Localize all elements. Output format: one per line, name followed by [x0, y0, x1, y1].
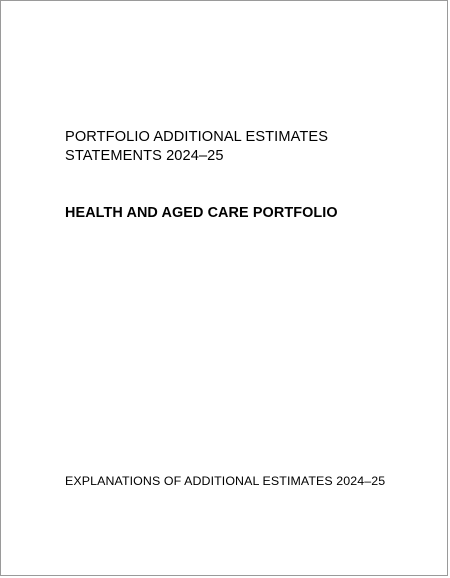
- portfolio-title: HEALTH AND AGED CARE PORTFOLIO: [65, 205, 338, 221]
- series-title-line-1: PORTFOLIO ADDITIONAL ESTIMATES: [65, 129, 329, 145]
- series-title-line-2: STATEMENTS 2024–25: [65, 148, 224, 164]
- section-title: EXPLANATIONS OF ADDITIONAL ESTIMATES 2024–25: [65, 474, 386, 488]
- series-title: [65, 128, 328, 166]
